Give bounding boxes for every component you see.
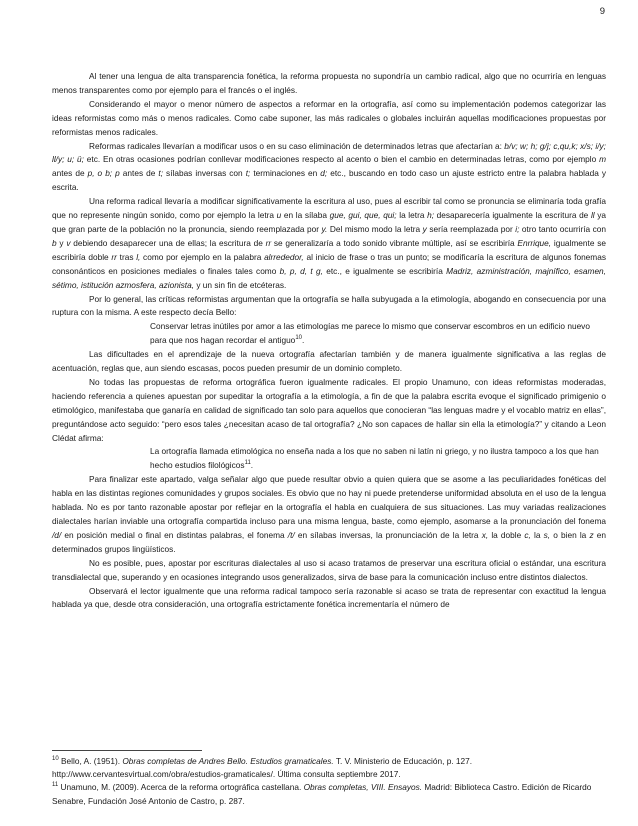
footnote xyxy=(52,755,606,781)
italic-text: b xyxy=(52,237,57,248)
italic-text: h; xyxy=(427,210,435,221)
footnote xyxy=(52,781,606,807)
footnote-ref: 11 xyxy=(244,460,251,467)
paragraph xyxy=(52,473,606,556)
italic-text: x, xyxy=(481,529,489,540)
text-run: Unamuno, M. (2009). Acerca de la reforma ortográfica castellana. xyxy=(58,782,304,793)
text-run: antes de xyxy=(52,168,88,179)
italic-text: b/v; w; h; g/j; c,qu,k; x/s; i/y; ll/y; u; ü; xyxy=(52,140,606,165)
italic-text: Obras completas de Andres Bello. Estudios gramaticales. xyxy=(122,756,334,766)
text-run: en posición medial o final en distintas palabras, el fonema xyxy=(61,529,288,540)
text-run: se generalizaría a todo sonido vibrante múltiple, así se escribiría xyxy=(271,237,518,248)
text-run: La ortografía llamada etimológica no enseña nada a los que no saben ni latín ni griego, y no ilustra tampoco a los que han hecho estudios filológicos xyxy=(150,446,599,471)
footnote-ref: 11 xyxy=(52,782,59,789)
block-quote xyxy=(150,320,606,348)
italic-text: gue, gui, que, qui; xyxy=(329,210,397,221)
paragraph xyxy=(52,70,606,98)
text-run: antes de xyxy=(119,168,159,179)
italic-text: s, xyxy=(543,529,551,540)
text-run: en determinados grupos lingüísticos. xyxy=(52,529,606,554)
text-run: Al tener una lengua de alta transparencia fonética, la reforma propuesta no supondría un cambio radical, algo que no ocurriría en lenguas menos transparentes como por ejemplo para el francés o el inglés. xyxy=(52,71,606,95)
paragraph xyxy=(52,140,606,196)
paragraph xyxy=(52,585,606,613)
italic-text: Obras completas, VIII. Ensayos. xyxy=(303,782,423,793)
page-number: 9 xyxy=(599,6,605,17)
text-run: terminaciones en xyxy=(250,168,321,179)
paragraph xyxy=(52,98,606,140)
footnote-ref: 10 xyxy=(295,335,302,342)
text-run: Por lo general, las críticas reformistas argumentan que la ortografía se halla subyugada a la etimología, abogando en consecuencia por una ruptura con la misma. A este respecto decía Bello: xyxy=(52,293,606,318)
italic-text: d; xyxy=(320,168,328,179)
text-run: en la sílaba xyxy=(281,210,330,221)
text-run: Conservar letras inútiles por amor a las etimologías me parece lo mismo que conservar escombros en un edificio nuevo para que nos hagan recordar el antiguo xyxy=(150,321,590,346)
italic-text: b, p, d, t g, xyxy=(279,265,323,276)
text-run: Madrid: Biblioteca Castro. Edición de Ricardo Senabre, Fundación José Antonio de Castro, p. 287. xyxy=(52,782,592,806)
italic-text: y xyxy=(422,223,427,234)
italic-text: m xyxy=(599,154,606,165)
footnotes xyxy=(52,755,606,808)
text-run: la xyxy=(530,529,544,540)
text-run: No todas las propuestas de reforma ortográfica fueron igualmente radicales. El propio Unamuno, con ideas reformistas moderadas, haciendo referencia a quienes apuestan por supeditar la ortografía a la etimología, a fin de que la palabra escrita evoque el significado primigenio o etimológico, manifestaba que ganaría en calidad de significado tan solo para aquellos que conocieran “las lenguas madre y el vocablo matriz en ellas”, preguntándose acto seguido: “pero esos tales ¿necesitan acaso de tal ortografía? ¿No son capaces de hallar sin ella la etimología?” y citando a Leon Clédat afirma: xyxy=(52,376,606,443)
italic-text: /t/ xyxy=(287,529,295,540)
footnote-divider xyxy=(52,750,202,751)
text-run: etc., e igualmente se escribiría xyxy=(322,265,447,276)
text-run: la letra xyxy=(396,210,428,221)
italic-text: /d/ xyxy=(52,529,62,540)
italic-text: rr xyxy=(111,251,117,262)
text-run: . xyxy=(250,460,254,471)
text-run: tras xyxy=(116,251,137,262)
text-run: otro tanto ocurriría con xyxy=(519,223,607,234)
italic-text: p, o b; p xyxy=(87,168,120,179)
italic-text: rr xyxy=(265,237,272,248)
text-run: o bien la xyxy=(550,529,590,540)
text-run: al inicio de frase o tras un punto; se modificaría la escritura de algunos fonemas consonánticos en posiciones mediales o finales tales como xyxy=(52,251,606,276)
text-run: Bello, A. (1951). xyxy=(58,756,123,766)
italic-text: ll xyxy=(590,210,595,221)
text-run: . xyxy=(302,335,305,346)
italic-text: i; xyxy=(515,223,520,234)
text-run: y xyxy=(56,237,67,248)
italic-text: alrrededor, xyxy=(264,251,304,262)
italic-text: l, xyxy=(136,251,141,262)
text-run: Una reforma radical llevaría a modificar significativamente la escritura al uso, pues al escribir tal como se pronuncia se eliminaría toda grafía que no represente ningún sonido, como por ejemplo la letra xyxy=(52,196,606,221)
text-run: en sílabas inversas, la pronunciación de la letra xyxy=(294,529,482,540)
paragraph xyxy=(52,376,606,446)
paragraph xyxy=(52,293,606,321)
text-run: Para finalizar este apartado, valga señalar algo que puede resultar obvio a quien quiera que se asome a las peculiaridades fonéticas del habla en las distintas regiones comunidades y grupos sociales. Es obvio que no hay ni puede pretenderse uniformidad absoluta en el uso de la lengua hablada. No es por tanto razonable apostar por reflejar en la ortografía el habla en cualquiera de sus situaciones. Las muy variadas realizaciones dialectales harían inviable una ortografía compartida incluso para una misma lengua, baste, como ejemplo, asomarse a la pronunciación del fonema xyxy=(52,474,606,526)
text-run: T. V. Ministerio de Educación, p. 127. http://www.cervantesvirtual.com/obra/estudios-gramaticales/. Última consulta septiembre 2017. xyxy=(52,756,473,780)
text-run: etc., buscando en todo caso un ajuste estricto entre la palabra hablada y escrita. xyxy=(52,168,607,193)
text-run: debiendo desaparecer una de ellas; la escritura de xyxy=(70,237,266,248)
block-quote xyxy=(150,445,606,473)
text-run: Reformas radicales llevarían a modificar usos o en su caso eliminación de determinados letras que afectarían a: xyxy=(89,140,505,151)
text-run: Las dificultades en el aprendizaje de la nueva ortografía afectarían también y de manera igualmente significativa a las reglas de acentuación, reglas que, aun siendo escasas, pocos pueden presumir de un dominio completo. xyxy=(52,349,606,374)
italic-text: z xyxy=(589,529,594,540)
text-run: desaparecería igualmente la escritura de xyxy=(434,210,591,221)
italic-text: Madriz, azministración, majnífico, esamen, sétimo, istitución azmosfera, azionista, xyxy=(52,265,606,290)
text-run: y un sin fin de etcéteras. xyxy=(194,279,287,290)
text-run: sílabas inversas con xyxy=(163,168,246,179)
italic-text: t; xyxy=(158,168,164,179)
text-run: etc. En otras ocasiones podrían conllevar modificaciones respecto al acento o bien el cambio en determinadas letras, como por ejemplo xyxy=(83,154,600,165)
footnote-ref: 10 xyxy=(52,756,59,763)
paragraph xyxy=(52,348,606,376)
italic-text: c, xyxy=(524,529,531,540)
paragraph xyxy=(52,557,606,585)
text-run: la doble xyxy=(488,529,525,540)
italic-text: y. xyxy=(321,223,328,234)
italic-text: v xyxy=(66,237,71,248)
text-run: como por ejemplo en la palabra xyxy=(140,251,265,262)
body-text xyxy=(52,70,606,612)
text-run: igualmente se escribiría doble xyxy=(52,237,606,262)
text-run: No es posible, pues, apostar por escrituras dialectales al uso si acaso tratamos de preservar una escritura oficial o estándar, una escritura transdialectal que, superando y en ocasiones integrando usos generalizados, sirva de base para la comunicación incluso entre distintos dialectos. xyxy=(52,557,606,582)
text-run: ya que gran parte de la población no la pronuncia, siendo reemplazada por xyxy=(52,210,607,234)
text-run: Observará el lector igualmente que una reforma radical tampoco sería razonable si acaso se trata de representar con exactitud la lengua hablada ya que, desde otra consideración, una ortografía estrictamente fonética incrementaría el número de xyxy=(52,585,606,610)
italic-text: u xyxy=(276,210,282,221)
text-run: sería reemplazada por xyxy=(426,223,516,234)
paragraph xyxy=(52,195,606,292)
text-run: Del mismo modo la letra xyxy=(327,223,423,234)
text-run: Considerando el mayor o menor número de aspectos a reformar en la ortografía, así como su implementación podemos categorizar las ideas reformistas como más o menos radicales. Como cabe suponer, las más radicales o globales incluirán aquellas modificaciones propuestas por reformistas menos radicales. xyxy=(52,98,606,137)
italic-text: Enrrique, xyxy=(517,237,552,248)
italic-text: t; xyxy=(245,168,251,179)
